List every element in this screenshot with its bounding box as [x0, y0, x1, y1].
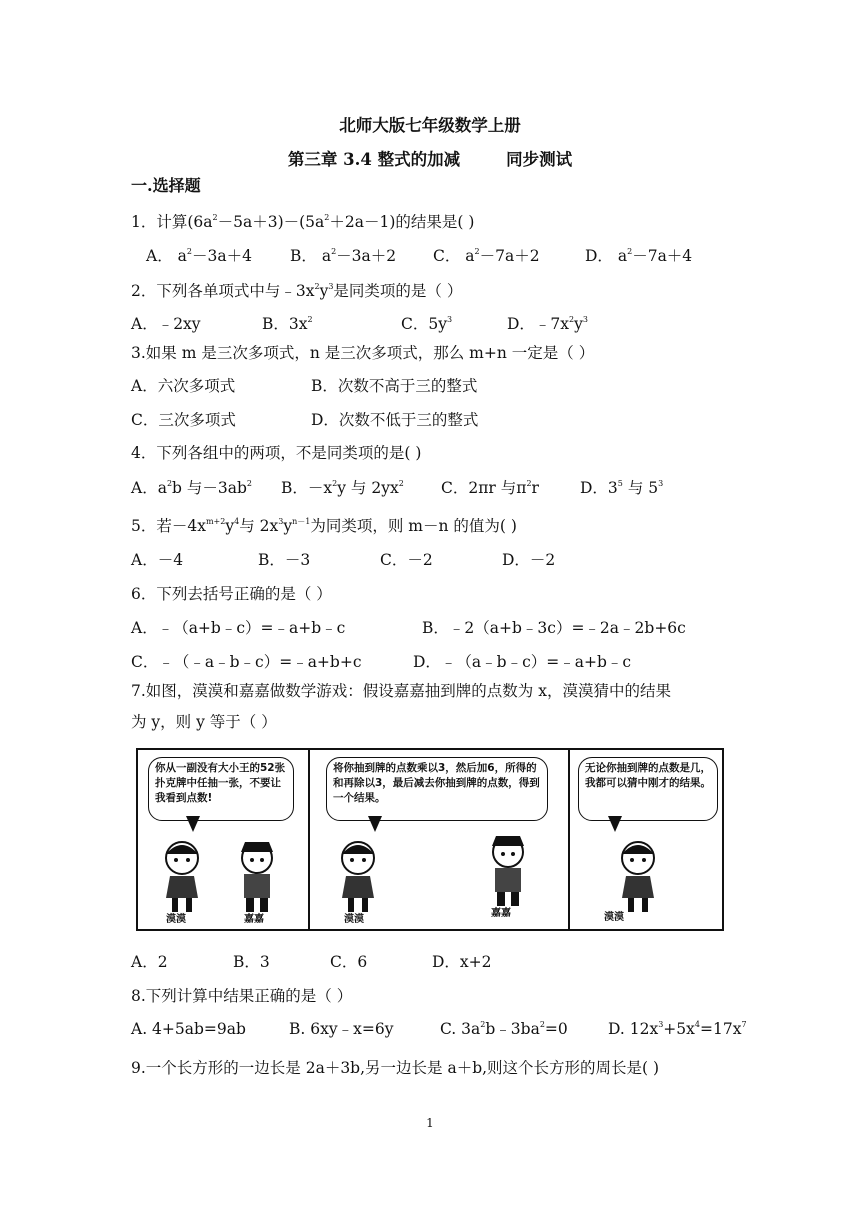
q8-option-b: B. 6xy﹣x=6y [289, 1020, 394, 1038]
comic-panel-1 [138, 750, 310, 929]
comic-strip [136, 748, 724, 931]
q5-option-c: C．－2 [380, 551, 433, 569]
q4-option-d: D．$3^5$ 与 $5^3$ [580, 479, 664, 497]
question-9: 9.一个长方形的一边长是 2a＋3b,另一边长是 a＋b,则这个长方形的周长是( ) [131, 1059, 660, 1077]
q7-option-d: D．x+2 [432, 953, 492, 971]
q5-option-a: A．－4 [131, 551, 184, 569]
q3-option-a: A．六次多项式 [131, 377, 236, 395]
speech-bubble-tail [608, 816, 622, 832]
speech-bubble-tail [368, 816, 382, 832]
document-subtitle: 第三章 3.4 整式的加减 同步测试 [287, 150, 573, 169]
character-figure-icon [598, 836, 678, 916]
label-momo: 漠漠 [604, 912, 624, 923]
q8-option-d: D. $12x^3+5x^4=17x^7$ [608, 1020, 747, 1038]
q5-option-d: D．－2 [502, 551, 556, 569]
q4-option-a: A．$a^2b$ 与$-3ab^2$ [131, 479, 252, 497]
q8-option-a: A. 4+5ab=9ab [131, 1020, 246, 1038]
speech-bubble-3: 无论你抽到牌的点数是几，我都可以猜中刚才的结果。 [578, 757, 718, 821]
question-8: 8.下列计算中结果正确的是（ ） [131, 987, 353, 1005]
q6-option-a: A．﹣（a+b﹣c）=﹣a+b﹣c [131, 619, 346, 637]
q1-option-c: C． $a^2-7a+2$ [433, 247, 540, 265]
q8-option-c: C. $3a^2b﹣3ba^2=0$ [440, 1020, 568, 1038]
q4-option-b: B．$-x^2y$ 与 $2yx^2$ [281, 479, 404, 497]
q4-option-c: C．2πr 与$\pi^2r$ [441, 479, 539, 497]
question-7-line-2: 为 y，则 y 等于（ ） [131, 713, 277, 731]
page-number: 1 [426, 1116, 434, 1130]
speech-bubble-tail [186, 816, 200, 832]
question-4: 4．下列各组中的两项，不是同类项的是( ) [131, 444, 422, 462]
q7-option-b: B．3 [233, 953, 270, 971]
speech-bubble-2: 将你抽到牌的点数乘以3，然后加6，所得的和再除以3，最后减去你抽到牌的点数，得到一个结果。 [326, 757, 548, 821]
q1-option-a: A． $a^2-3a+4$ [146, 247, 252, 265]
q6-option-d: D．﹣（a﹣b﹣c）=﹣a+b﹣c [413, 653, 632, 671]
document-title: 北师大版七年级数学上册 [339, 116, 521, 135]
q2-option-c: C．$5y^3$ [401, 315, 453, 333]
question-5: 5．若$-4x^{m+2}y^4$与 $2x^3y^{n-1}$为同类项，则 m－n 的值为( ) [131, 517, 517, 535]
label-momo: 漠漠 [344, 914, 364, 925]
label-momo: 漠漠 [166, 914, 186, 925]
question-2: 2．下列各单项式中与$﹣3x^2y^3$是同类项的是（ ） [131, 282, 463, 300]
speech-bubble-1: 你从一副没有大小王的52张扑克牌中任抽一张，不要让我看到点数! [148, 757, 294, 821]
section-heading: 一.选择题 [131, 176, 201, 195]
q3-option-d: D．次数不低于三的整式 [311, 411, 479, 429]
label-jiajia: 嘉嘉 [491, 908, 511, 919]
q7-option-c: C．6 [330, 953, 368, 971]
q1-option-d: D． $a^2-7a+4$ [585, 247, 693, 265]
character-figures-icon [318, 836, 558, 916]
q6-option-c: C．﹣（﹣a﹣b﹣c）=﹣a+b+c [131, 653, 362, 671]
label-jiajia: 嘉嘉 [244, 914, 264, 925]
q7-option-a: A．2 [131, 953, 168, 971]
question-3: 3.如果 m 是三次多项式，n 是三次多项式，那么 m+n 一定是（ ） [131, 344, 595, 362]
q2-option-d: D．$﹣7x^2y^3$ [507, 315, 588, 333]
q1-option-b: B． $a^2-3a+2$ [290, 247, 397, 265]
comic-panel-3 [568, 750, 722, 929]
comic-panel-2 [308, 750, 570, 929]
character-figures-icon [152, 836, 302, 916]
q6-option-b: B．﹣2（a+b﹣3c）=﹣2a﹣2b+6c [422, 619, 686, 637]
q5-option-b: B．－3 [258, 551, 311, 569]
question-7-line-1: 7.如图，漠漠和嘉嘉做数学游戏：假设嘉嘉抽到牌的点数为 x，漠漠猜中的结果 [131, 682, 671, 700]
question-6: 6．下列去括号正确的是（ ） [131, 585, 332, 603]
q3-option-c: C．三次多项式 [131, 411, 236, 429]
q3-option-b: B．次数不高于三的整式 [311, 377, 478, 395]
question-1: 1．计算$(6a^2-5a+3)-(5a^2+2a-1)$的结果是( ) [131, 213, 475, 231]
q2-option-a: A．﹣2xy [131, 315, 201, 333]
q2-option-b: B．$3x^2$ [262, 315, 313, 333]
